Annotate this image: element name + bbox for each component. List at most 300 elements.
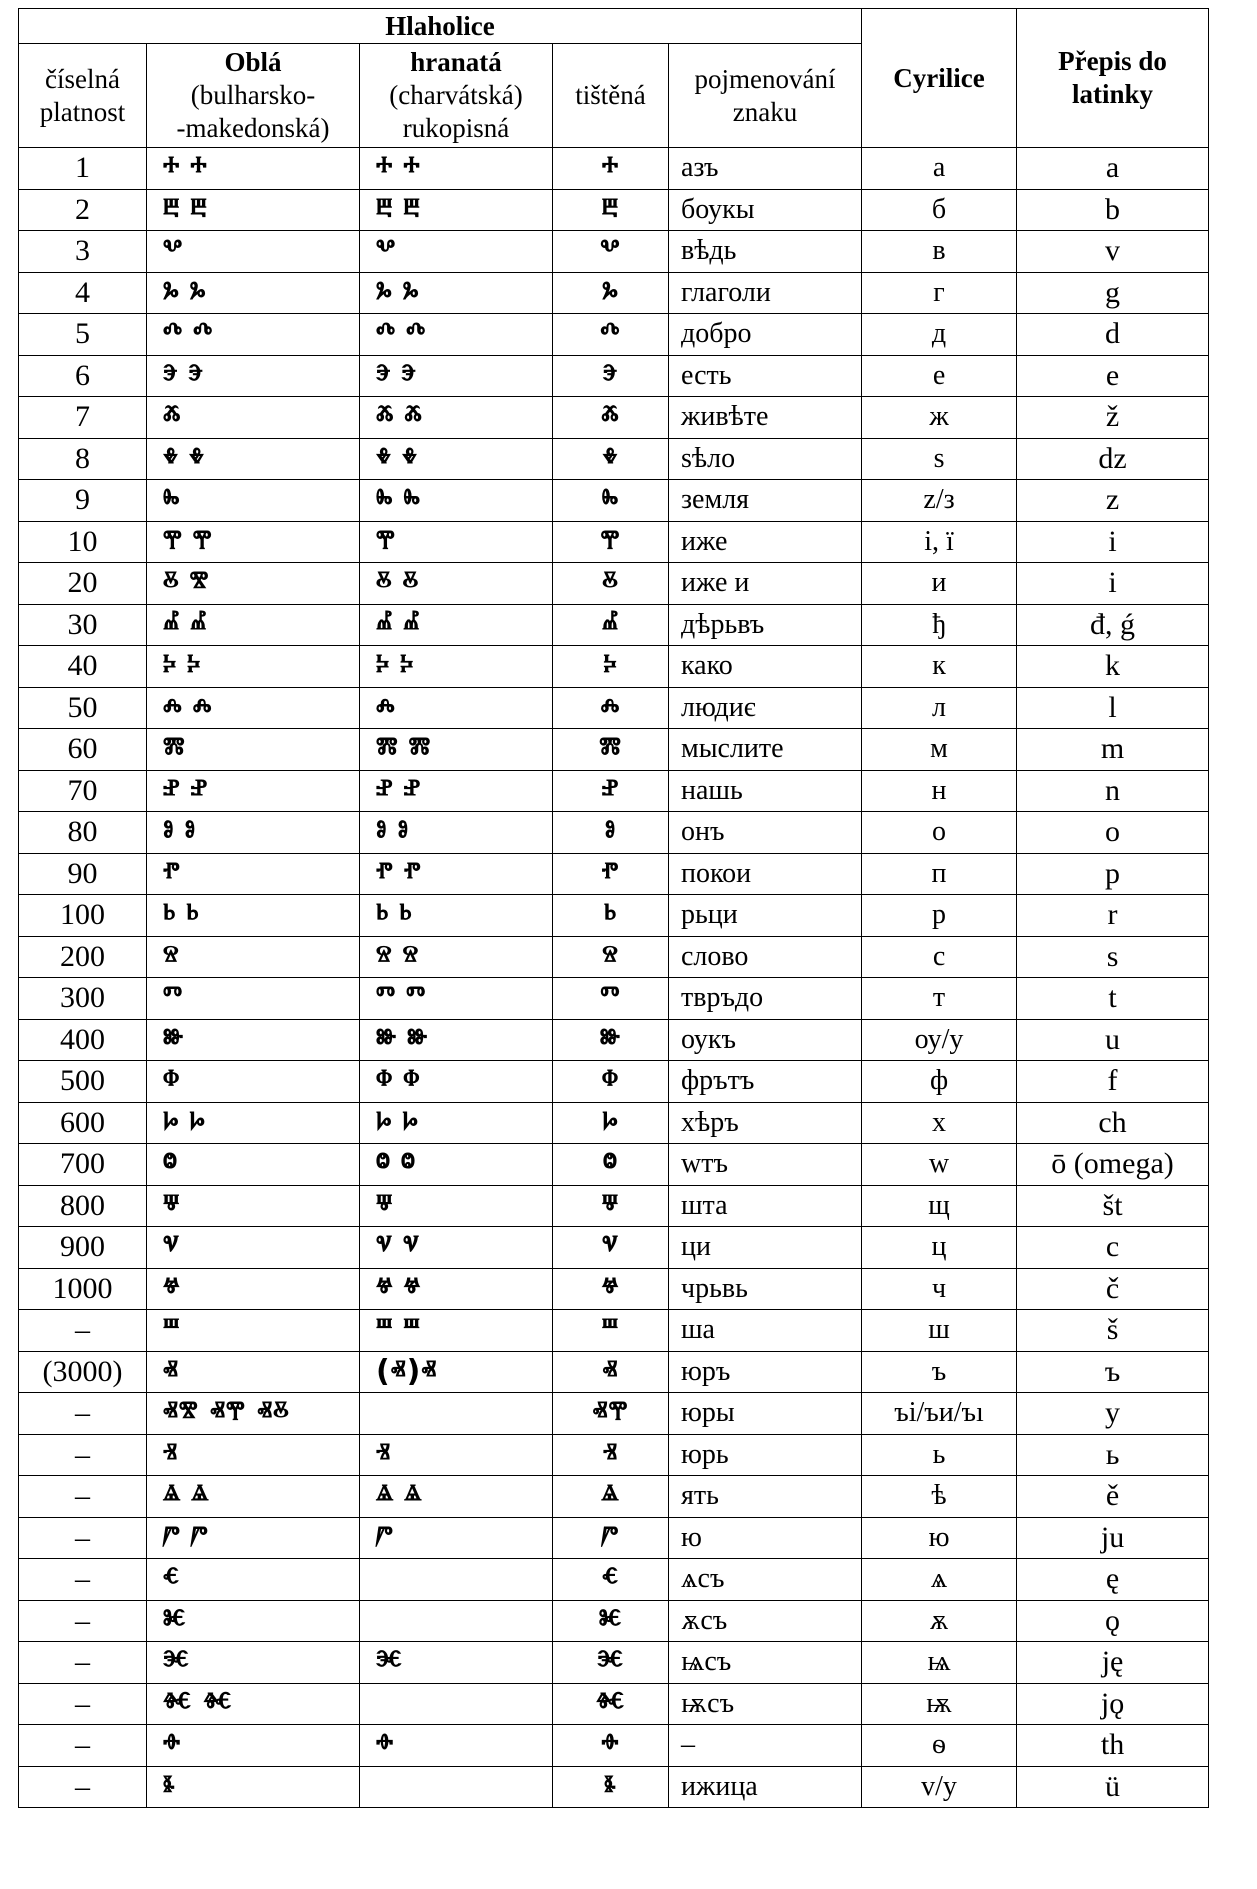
square-glagolitic-cell <box>360 1517 553 1559</box>
numeric-value-cell: – <box>19 1600 147 1642</box>
round-glagolitic-glyph: ⱈ <box>189 1104 206 1140</box>
latin-transcription-cell: ę <box>1017 1559 1209 1601</box>
square-glagolitic-glyph: ⰴ <box>376 316 397 352</box>
square-glagolitic-glyph: ⱉ <box>400 1146 416 1182</box>
square-glagolitic-cell <box>360 1559 553 1601</box>
latin-transcription-cell: c <box>1017 1227 1209 1269</box>
printed-glagolitic-glyph: ⱉ <box>603 1146 618 1182</box>
round-glagolitic-glyph: ⰱ <box>163 191 181 227</box>
printed-glagolitic-glyph: ⰼ <box>601 606 620 642</box>
numeric-value-cell: 9 <box>19 480 147 522</box>
letter-name-cell: ѩсъ <box>669 1642 862 1684</box>
letter-name-cell: ша <box>669 1310 862 1352</box>
round-glagolitic-cell <box>147 770 360 812</box>
square-glagolitic-glyph: ⱇ <box>403 1063 421 1099</box>
latin-transcription-cell: o <box>1017 812 1209 854</box>
printed-glagolitic-glyph: ⱍ <box>601 1270 620 1306</box>
round-glagolitic-cell <box>147 1434 360 1476</box>
numeric-value-cell: 100 <box>19 895 147 937</box>
header-latin-line-2: latinky <box>1072 79 1154 109</box>
letter-name-cell: слово <box>669 936 862 978</box>
round-glagolitic-glyph: ⰽ <box>187 648 202 684</box>
square-glagolitic-glyph: ⱉ <box>376 1146 391 1182</box>
printed-glagolitic-cell <box>553 1725 669 1767</box>
printed-glagolitic-glyph: ⰽ <box>603 648 618 684</box>
printed-glagolitic-glyph: ⰸ <box>601 482 620 518</box>
round-glagolitic-glyph: ⱓ <box>163 1519 181 1555</box>
glagolitic-alphabet-table <box>18 8 1209 1808</box>
round-glagolitic-glyph: ⱏ <box>163 1353 179 1389</box>
square-glagolitic-cell <box>360 1061 553 1103</box>
square-glagolitic-cell <box>360 521 553 563</box>
printed-glagolitic-glyph: ⰷ <box>602 440 619 476</box>
header-glagolitic-group: Hlaholice <box>19 9 862 44</box>
square-glagolitic-glyph: ⱅ <box>376 980 397 1016</box>
letter-name-cell: – <box>669 1725 862 1767</box>
round-glagolitic-cell <box>147 978 360 1020</box>
square-glagolitic-glyph: ⱑ <box>404 1478 423 1514</box>
cyrillic-cell: п <box>862 853 1017 895</box>
round-glagolitic-glyph: ⱗ <box>163 1644 190 1680</box>
square-glagolitic-glyph: ⰳ <box>402 274 420 310</box>
numeric-value-cell: 7 <box>19 397 147 439</box>
square-glagolitic-glyph: ⰸ <box>403 482 421 518</box>
square-glagolitic-glyph: ⱇ <box>376 1063 394 1099</box>
square-glagolitic-cell <box>360 1310 553 1352</box>
letter-name-cell: юры <box>669 1393 862 1435</box>
printed-glagolitic-cell <box>553 231 669 273</box>
printed-glagolitic-glyph: ⰻ <box>602 565 619 601</box>
header-round-line-1: Oblá <box>224 47 282 77</box>
numeric-value-cell: (3000) <box>19 1351 147 1393</box>
printed-glagolitic-cell <box>553 729 669 771</box>
numeric-value-cell: – <box>19 1683 147 1725</box>
square-glagolitic-glyph: ⱀ <box>376 772 394 808</box>
cyrillic-cell: w <box>862 1144 1017 1186</box>
header-numeric-line-1: číselná <box>45 63 120 94</box>
printed-glagolitic-cell <box>553 355 669 397</box>
table-row <box>19 1434 1209 1476</box>
letter-name-cell: оукъ <box>669 1019 862 1061</box>
header-name-line-1: pojmenování <box>694 63 836 94</box>
round-glagolitic-cell <box>147 314 360 356</box>
letter-name-cell: како <box>669 646 862 688</box>
square-glagolitic-cell <box>360 1019 553 1061</box>
round-glagolitic-cell <box>147 1185 360 1227</box>
header-row-1 <box>19 9 1209 44</box>
round-glagolitic-cell <box>147 1227 360 1269</box>
numeric-value-cell: 600 <box>19 1102 147 1144</box>
printed-glagolitic-cell <box>553 1268 669 1310</box>
table-row <box>19 148 1209 190</box>
round-glagolitic-cell <box>147 1351 360 1393</box>
numeric-value-cell: – <box>19 1393 147 1435</box>
square-glagolitic-glyph: ⰶ <box>376 399 395 435</box>
square-glagolitic-glyph: ⱍ <box>376 1270 394 1306</box>
square-glagolitic-glyph: ⱅ <box>406 980 427 1016</box>
square-glagolitic-glyph: ⱂ <box>376 855 394 891</box>
printed-glagolitic-cell <box>553 646 669 688</box>
round-glagolitic-cell <box>147 1102 360 1144</box>
numeric-value-cell: – <box>19 1517 147 1559</box>
cyrillic-cell: н <box>862 770 1017 812</box>
header-latin-line-1: Přepis do <box>1058 46 1167 76</box>
round-glagolitic-glyph: ⰴ <box>193 316 214 352</box>
printed-glagolitic-cell <box>553 1185 669 1227</box>
printed-glagolitic-cell <box>553 397 669 439</box>
round-glagolitic-cell <box>147 1559 360 1601</box>
round-glagolitic-glyph: ⰴ <box>163 316 184 352</box>
square-glagolitic-glyph: ⱄ <box>402 938 420 974</box>
cyrillic-cell: к <box>862 646 1017 688</box>
round-glagolitic-cell <box>147 604 360 646</box>
numeric-value-cell: – <box>19 1476 147 1518</box>
round-glagolitic-cell <box>147 480 360 522</box>
printed-glagolitic-glyph: ⱔ <box>602 1561 619 1597</box>
table-row <box>19 978 1209 1020</box>
printed-glagolitic-glyph: ⰶ <box>601 399 620 435</box>
round-glagolitic-glyph: ⱛ <box>163 1768 176 1804</box>
letter-name-cell: иже и <box>669 563 862 605</box>
square-glagolitic-glyph: ⱁ <box>397 814 410 850</box>
square-glagolitic-glyph: ⱌ <box>376 1229 393 1265</box>
square-glagolitic-cell <box>360 272 553 314</box>
square-glagolitic-glyph: ⱑ <box>376 1478 395 1514</box>
printed-glagolitic-cell <box>553 1476 669 1518</box>
latin-transcription-cell: ō (omega) <box>1017 1144 1209 1186</box>
round-glagolitic-glyph: ⱓ <box>190 1519 209 1555</box>
round-glagolitic-cell <box>147 231 360 273</box>
printed-glagolitic-cell <box>553 978 669 1020</box>
square-glagolitic-glyph: ⱀ <box>403 772 422 808</box>
printed-glagolitic-cell <box>553 1434 669 1476</box>
round-glagolitic-glyph: ⱏⰺ ⱏⰹ ⱏⰻ <box>163 1395 290 1431</box>
table-row <box>19 1725 1209 1767</box>
letter-name-cell: фрътъ <box>669 1061 862 1103</box>
numeric-value-cell: 200 <box>19 936 147 978</box>
round-glagolitic-cell <box>147 729 360 771</box>
letter-name-cell: ѭсъ <box>669 1683 862 1725</box>
printed-glagolitic-glyph: ⱈ <box>602 1104 619 1140</box>
square-glagolitic-cell <box>360 1268 553 1310</box>
square-glagolitic-cell <box>360 314 553 356</box>
printed-glagolitic-glyph: ⱆ <box>599 1021 622 1057</box>
latin-transcription-cell: z <box>1017 480 1209 522</box>
latin-transcription-cell: ch <box>1017 1102 1209 1144</box>
numeric-value-cell: 20 <box>19 563 147 605</box>
latin-transcription-cell: p <box>1017 853 1209 895</box>
cyrillic-cell: м <box>862 729 1017 771</box>
printed-glagolitic-glyph: ⱛ <box>604 1768 617 1804</box>
printed-glagolitic-cell <box>553 1393 669 1435</box>
header-square-line-3: rukopisná <box>402 113 510 143</box>
cyrillic-cell: ю <box>862 1517 1017 1559</box>
numeric-value-cell: 400 <box>19 1019 147 1061</box>
printed-glagolitic-cell <box>553 521 669 563</box>
latin-transcription-cell: u <box>1017 1019 1209 1061</box>
round-glagolitic-glyph: ⱚ <box>163 1727 182 1763</box>
letter-name-cell: юрь <box>669 1434 862 1476</box>
printed-glagolitic-glyph: ⱏ <box>602 1353 619 1389</box>
printed-glagolitic-glyph: ⱂ <box>601 855 620 891</box>
square-glagolitic-glyph: ⰵ <box>401 357 417 393</box>
header-numeric-line-2: platnost <box>39 96 126 127</box>
round-glagolitic-glyph: ⰷ <box>188 440 205 476</box>
latin-transcription-cell: s <box>1017 936 1209 978</box>
cyrillic-cell: ф <box>862 1061 1017 1103</box>
printed-glagolitic-glyph: ⱇ <box>601 1063 620 1099</box>
numeric-value-cell: 500 <box>19 1061 147 1103</box>
printed-glagolitic-cell <box>553 1227 669 1269</box>
table-row <box>19 1227 1209 1269</box>
square-glagolitic-glyph: ⰹ <box>376 523 396 559</box>
square-glagolitic-cell <box>360 1600 553 1642</box>
square-glagolitic-glyph: ⰸ <box>376 482 394 518</box>
numeric-value-cell: 900 <box>19 1227 147 1269</box>
round-glagolitic-glyph: ⰼ <box>190 606 208 642</box>
round-glagolitic-glyph: ⱁ <box>163 814 175 850</box>
round-glagolitic-glyph: ⱋ <box>163 1187 181 1223</box>
square-glagolitic-glyph: ⱚ <box>376 1727 395 1763</box>
round-glagolitic-glyph: ⰹ <box>192 523 213 559</box>
printed-glagolitic-glyph: ⱀ <box>601 772 620 808</box>
numeric-value-cell: 800 <box>19 1185 147 1227</box>
round-glagolitic-glyph: ⰾ <box>163 689 183 725</box>
printed-glagolitic-glyph: ⰾ <box>600 689 621 725</box>
cyrillic-cell: i, ї <box>862 521 1017 563</box>
square-glagolitic-cell <box>360 1393 553 1435</box>
numeric-value-cell: 700 <box>19 1144 147 1186</box>
printed-glagolitic-cell <box>553 936 669 978</box>
letter-name-cell: ци <box>669 1227 862 1269</box>
cyrillic-cell: г <box>862 272 1017 314</box>
round-glagolitic-glyph: ⱉ <box>163 1146 178 1182</box>
cyrillic-cell: т <box>862 978 1017 1020</box>
table-row <box>19 563 1209 605</box>
round-glagolitic-glyph: ⱄ <box>163 938 180 974</box>
letter-name-cell: мыслите <box>669 729 862 771</box>
table-row <box>19 1061 1209 1103</box>
printed-glagolitic-glyph: ⱓ <box>601 1519 620 1555</box>
printed-glagolitic-glyph: ⰰ <box>601 150 620 186</box>
printed-glagolitic-cell <box>553 1310 669 1352</box>
square-glagolitic-glyph: ⰻ <box>376 565 393 601</box>
square-glagolitic-glyph: ⱆ <box>376 1021 398 1057</box>
latin-transcription-cell: š <box>1017 1310 1209 1352</box>
round-glagolitic-glyph: ⱈ <box>163 1104 180 1140</box>
letter-name-cell: шта <box>669 1185 862 1227</box>
cyrillic-cell: ш <box>862 1310 1017 1352</box>
printed-glagolitic-cell <box>553 687 669 729</box>
square-glagolitic-cell <box>360 563 553 605</box>
printed-glagolitic-glyph: ⰱ <box>601 191 620 227</box>
square-glagolitic-glyph: ⱄ <box>376 938 393 974</box>
round-glagolitic-glyph: ⰹ <box>163 523 183 559</box>
header-square-glagolitic <box>360 44 553 148</box>
cyrillic-cell: ђ <box>862 604 1017 646</box>
latin-transcription-cell: v <box>1017 231 1209 273</box>
letter-name-cell: живѣте <box>669 397 862 439</box>
round-glagolitic-cell <box>147 521 360 563</box>
printed-glagolitic-cell <box>553 1061 669 1103</box>
square-glagolitic-cell <box>360 1144 553 1186</box>
table-row <box>19 729 1209 771</box>
cyrillic-cell: ь <box>862 1434 1017 1476</box>
latin-transcription-cell: ъ <box>1017 1351 1209 1393</box>
square-glagolitic-cell <box>360 1476 553 1518</box>
cyrillic-cell: ѳ <box>862 1725 1017 1767</box>
table-row <box>19 1268 1209 1310</box>
square-glagolitic-glyph: ⱃ <box>376 897 390 933</box>
round-glagolitic-glyph: ⰼ <box>163 606 181 642</box>
cyrillic-cell: ѩ <box>862 1642 1017 1684</box>
round-glagolitic-cell <box>147 438 360 480</box>
numeric-value-cell: 30 <box>19 604 147 646</box>
round-glagolitic-glyph: ⱑ <box>163 1478 182 1514</box>
latin-transcription-cell: t <box>1017 978 1209 1020</box>
printed-glagolitic-cell <box>553 272 669 314</box>
table-row <box>19 1393 1209 1435</box>
printed-glagolitic-cell <box>553 1351 669 1393</box>
letter-name-cell: ять <box>669 1476 862 1518</box>
round-glagolitic-glyph: ⰻ <box>163 565 180 601</box>
table-header <box>19 9 1209 148</box>
printed-glagolitic-cell <box>553 480 669 522</box>
round-glagolitic-glyph: ⰲ <box>163 233 184 269</box>
table-row <box>19 1642 1209 1684</box>
square-glagolitic-glyph: ⰲ <box>376 233 397 269</box>
cyrillic-cell: и <box>862 563 1017 605</box>
round-glagolitic-glyph: ⰳ <box>189 274 207 310</box>
square-glagolitic-glyph: ⰵ <box>376 357 392 393</box>
latin-transcription-cell: f <box>1017 1061 1209 1103</box>
round-glagolitic-cell <box>147 189 360 231</box>
round-glagolitic-glyph: ⱍ <box>163 1270 181 1306</box>
latin-transcription-cell: n <box>1017 770 1209 812</box>
square-glagolitic-glyph: ⱗ <box>376 1644 403 1680</box>
round-glagolitic-glyph: ⱔ <box>163 1561 180 1597</box>
square-glagolitic-glyph: ⰰ <box>403 150 421 186</box>
table-row <box>19 646 1209 688</box>
round-glagolitic-glyph: ⱆ <box>163 1021 185 1057</box>
numeric-value-cell: 80 <box>19 812 147 854</box>
square-glagolitic-glyph: ⱐ <box>376 1436 392 1472</box>
cyrillic-cell: д <box>862 314 1017 356</box>
square-glagolitic-glyph: ⱌ <box>402 1229 420 1265</box>
table-row <box>19 1766 1209 1808</box>
cyrillic-cell: ѣ <box>862 1476 1017 1518</box>
square-glagolitic-cell <box>360 1725 553 1767</box>
square-glagolitic-glyph: ⰴ <box>406 316 427 352</box>
round-glagolitic-glyph: ⰾ <box>192 689 213 725</box>
round-glagolitic-glyph: ⰷ <box>163 440 179 476</box>
round-glagolitic-glyph: ⰵ <box>163 357 179 393</box>
numeric-value-cell: 1 <box>19 148 147 190</box>
cyrillic-cell: о <box>862 812 1017 854</box>
printed-glagolitic-glyph: ⰿ <box>599 731 622 767</box>
cyrillic-cell: щ <box>862 1185 1017 1227</box>
table-row <box>19 1185 1209 1227</box>
square-glagolitic-cell <box>360 978 553 1020</box>
square-glagolitic-glyph: ⱈ <box>376 1104 393 1140</box>
printed-glagolitic-glyph: ⱁ <box>604 814 617 850</box>
round-glagolitic-cell <box>147 1393 360 1435</box>
printed-glagolitic-glyph: ⱗ <box>597 1644 624 1680</box>
letter-name-cell: рьци <box>669 895 862 937</box>
header-printed <box>553 44 669 148</box>
latin-transcription-cell: ě <box>1017 1476 1209 1518</box>
letter-name-cell: чрьвь <box>669 1268 862 1310</box>
table-row <box>19 480 1209 522</box>
cyrillic-cell: р <box>862 895 1017 937</box>
printed-glagolitic-cell <box>553 1102 669 1144</box>
letter-name-cell: глаголи <box>669 272 862 314</box>
latin-transcription-cell: đ, ǵ <box>1017 604 1209 646</box>
square-glagolitic-glyph: ⱃ <box>399 897 413 933</box>
latin-transcription-cell: b <box>1017 189 1209 231</box>
latin-transcription-cell: d <box>1017 314 1209 356</box>
numeric-value-cell: – <box>19 1642 147 1684</box>
table-row <box>19 936 1209 978</box>
latin-transcription-cell: k <box>1017 646 1209 688</box>
round-glagolitic-glyph: ⱑ <box>191 1478 210 1514</box>
round-glagolitic-glyph: ⱀ <box>163 772 181 808</box>
round-glagolitic-cell <box>147 1642 360 1684</box>
numeric-value-cell: 3 <box>19 231 147 273</box>
letter-name-cell: добро <box>669 314 862 356</box>
letter-name-cell: дѣрьвъ <box>669 604 862 646</box>
cyrillic-cell: е <box>862 355 1017 397</box>
round-glagolitic-glyph: ⱅ <box>163 980 184 1016</box>
square-glagolitic-glyph: ⰾ <box>376 689 396 725</box>
table-row <box>19 895 1209 937</box>
table-row <box>19 770 1209 812</box>
table-row <box>19 189 1209 231</box>
printed-glagolitic-cell <box>553 1642 669 1684</box>
header-latin-transcription <box>1017 9 1209 148</box>
letter-name-cell: есть <box>669 355 862 397</box>
header-round-line-3: -makedonská) <box>176 113 330 143</box>
header-square-line-2: (charvátská) <box>389 80 523 110</box>
square-glagolitic-glyph: ⰼ <box>403 606 421 642</box>
numeric-value-cell: – <box>19 1725 147 1767</box>
square-glagolitic-cell <box>360 1766 553 1808</box>
printed-glagolitic-glyph: ⱅ <box>600 980 621 1016</box>
round-glagolitic-cell <box>147 148 360 190</box>
round-glagolitic-cell <box>147 1310 360 1352</box>
printed-glagolitic-glyph: ⱘ <box>598 1602 623 1638</box>
round-glagolitic-cell <box>147 853 360 895</box>
round-glagolitic-cell <box>147 355 360 397</box>
cyrillic-cell: z/з <box>862 480 1017 522</box>
table-row <box>19 397 1209 439</box>
square-glagolitic-glyph: ⱓ <box>376 1519 394 1555</box>
latin-transcription-cell: th <box>1017 1725 1209 1767</box>
printed-glagolitic-glyph: ⱏⰹ <box>592 1395 629 1431</box>
square-glagolitic-cell <box>360 770 553 812</box>
letter-name-cell: вѣдь <box>669 231 862 273</box>
table-row <box>19 604 1209 646</box>
numeric-value-cell: – <box>19 1310 147 1352</box>
printed-glagolitic-cell <box>553 770 669 812</box>
cyrillic-cell: оу/у <box>862 1019 1017 1061</box>
square-glagolitic-cell <box>360 1642 553 1684</box>
latin-transcription-cell: a <box>1017 148 1209 190</box>
square-glagolitic-cell <box>360 1351 553 1393</box>
letter-name-cell: твръдо <box>669 978 862 1020</box>
letter-name-cell: ѫсъ <box>669 1600 862 1642</box>
square-glagolitic-cell <box>360 1227 553 1269</box>
